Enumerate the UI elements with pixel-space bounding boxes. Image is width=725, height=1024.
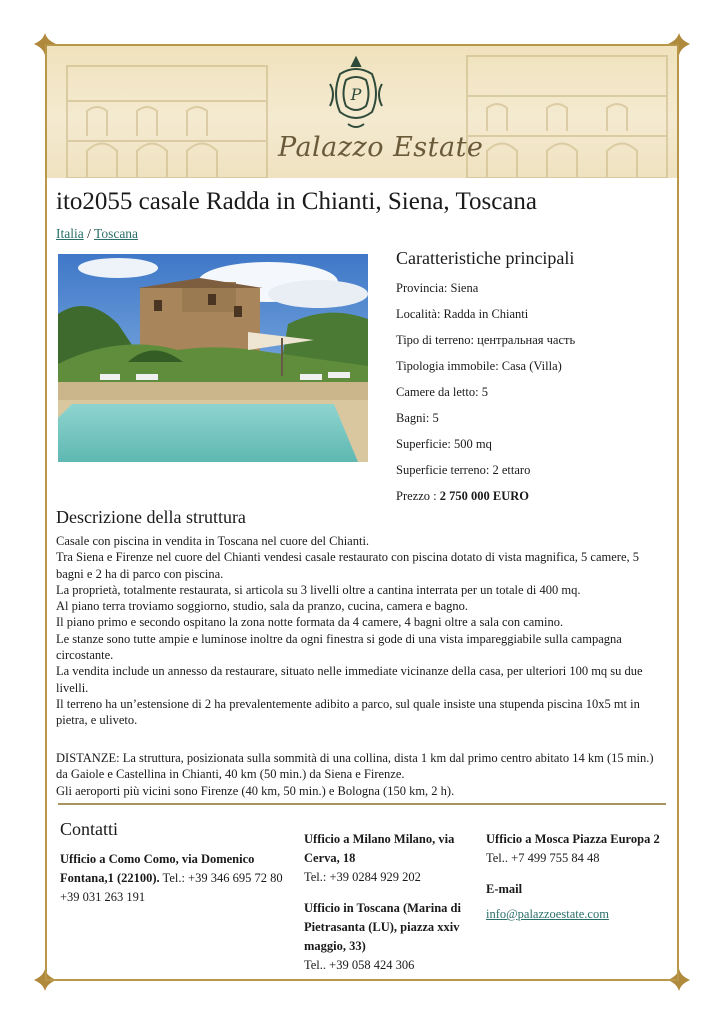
email-label: E-mail xyxy=(486,882,523,896)
section-divider xyxy=(58,803,666,805)
price-value: 2 750 000 EURO xyxy=(439,489,529,503)
feature-provincia: Provincia: Siena xyxy=(396,281,479,295)
breadcrumb-link-country[interactable]: Italia xyxy=(56,226,84,241)
phone-milano: Tel.: +39 0284 929 202 xyxy=(304,870,421,884)
distances-line: DISTANZE: La struttura, posizionata sulla sommità di una collina, dista 1 km dal primo centro abitato 14 km (15 min.) da Gaiole e Castellina in Chianti, 40 km (50 min.) da Siena e Firenze. xyxy=(56,751,654,782)
price-label: Prezzo : xyxy=(396,489,437,503)
brand-name: Palazzo Estate xyxy=(278,132,484,163)
description-line: Il piano primo e secondo ospitano la zona notte formata da 4 camere, 4 bagni oltre a sala con camino. xyxy=(56,615,564,630)
contact-como xyxy=(60,850,296,907)
svg-text:P: P xyxy=(350,85,362,104)
office-como: Ufficio a Como Como, via Domenico Fontana,1 (22100). xyxy=(60,852,255,885)
description-line: Al piano terra troviamo soggiorno, studio, sala da pranzo, cucina, camera e bagno. xyxy=(56,599,469,614)
distances-text xyxy=(56,750,666,799)
contact-mosca-email xyxy=(486,830,671,924)
office-milano: Ufficio a Milano Milano, via Cerva, 18 xyxy=(304,832,455,865)
key-features xyxy=(396,248,676,509)
office-toscana: Ufficio in Toscana (Marina di Pietrasanta (LU), piazza xxiv maggio, 33) xyxy=(304,901,461,953)
listing-title: ito2055 casale Radda in Chianti, Siena, Toscana xyxy=(56,188,538,215)
breadcrumb-separator: / xyxy=(87,226,91,241)
contact-milano-toscana xyxy=(304,830,474,975)
description-line: Le stanze sono tutte ampie e luminose inoltre da ogni finestra si gode di una vista impareggiabile sulla campagna circostante. xyxy=(56,631,622,663)
phone-toscana: Tel.. +39 058 424 306 xyxy=(304,958,415,972)
features-heading: Caratteristiche principali xyxy=(396,248,575,268)
description-line: Casale con piscina in vendita in Toscana nel cuore del Chianti. xyxy=(56,534,370,548)
email-link[interactable]: info@palazzoestate.com xyxy=(486,907,609,921)
description-heading: Descrizione della struttura xyxy=(56,507,246,527)
phone-mosca: Tel.. +7 499 755 84 48 xyxy=(486,851,600,865)
distances-line: Gli aeroporti più vicini sono Firenze (40 km, 50 min.) e Bologna (150 km, 2 h). xyxy=(56,783,455,798)
description-line: La proprietà, totalmente restaurata, si articola su 3 livelli oltre a cantina interrata per un totale di 400 mq. xyxy=(56,582,581,597)
feature-camere: Camere da letto: 5 xyxy=(396,385,488,399)
feature-prezzo xyxy=(396,483,676,509)
palazzo-crest-logo xyxy=(326,54,386,134)
description-line: La vendita include un annesso da restaurare, situato nelle immediate vicinanze della casa, per ulteriori 100 mq su due livelli. xyxy=(56,664,643,695)
phone-como: Tel.: +39 346 695 72 80 +39 031 263 191 xyxy=(60,871,283,904)
breadcrumb xyxy=(56,226,138,242)
office-mosca: Ufficio a Mosca Piazza Europa 2 xyxy=(486,832,660,846)
contacts-heading: Contatti xyxy=(60,819,118,839)
feature-superficie: Superficie: 500 mq xyxy=(396,437,492,451)
feature-superficie-terreno: Superficie terreno: 2 ettaro xyxy=(396,463,531,477)
breadcrumb-link-region[interactable]: Toscana xyxy=(94,226,139,241)
description-body xyxy=(56,533,666,729)
feature-bagni: Bagni: 5 xyxy=(396,411,439,425)
feature-localita: Località: Radda in Chianti xyxy=(396,307,529,321)
feature-terreno-tipo: Tipo di terreno: центральная часть xyxy=(396,333,576,347)
property-photo xyxy=(58,254,368,462)
description-line: Tra Siena e Firenze nel cuore del Chianti vendesi casale restaurato con piscina dotato di vista magnifica, 5 camere, 5 bagni e 2 ha di parco con piscina. xyxy=(56,550,640,581)
description-line: Il terreno ha un’estensione di 2 ha prevalentemente adibito a parco, sul quale insiste una stupenda piscina 10x5 mt in pietra, e uliveto. xyxy=(56,696,640,728)
feature-tipologia: Tipologia immobile: Casa (Villa) xyxy=(396,359,562,373)
